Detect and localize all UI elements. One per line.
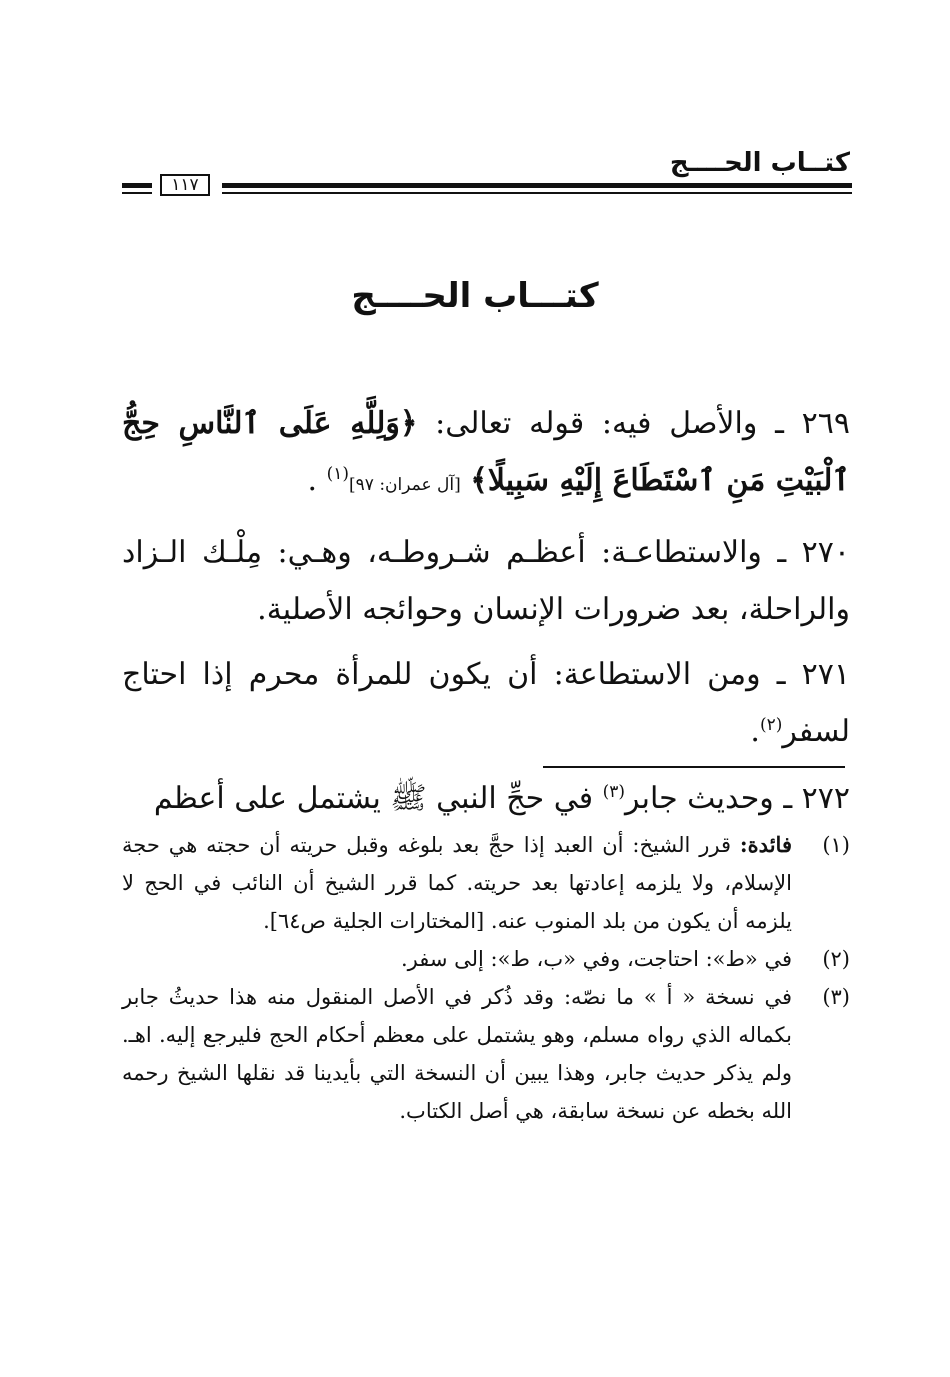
running-title: كتــاب الحــــج xyxy=(669,148,850,178)
footnote-text: في نسخة « أ » ما نصّه: وقد ذُكر في الأصل المنقول منه هذا حديثُ جابر بكماله الذي رواه مسلم، وهو يشتمل على معظم أحكام الحج فليرجع إليه. اهـ. ولم يذكر حديث جابر، وهذا يبين أن النسخة التي بأيدينا قد نقلها الشيخ رحمه الله بخطه عن نسخة سابقة، هي أصل الكتاب. xyxy=(122,985,792,1123)
paragraph-272 xyxy=(122,770,850,827)
paragraph-text: وحديث جابر xyxy=(625,781,774,816)
footnote-2 xyxy=(122,940,850,978)
paragraph-dash: ـ xyxy=(777,535,787,570)
page-number: ١١٧ xyxy=(160,174,210,196)
paragraph-text: والأصل فيه: قوله تعالى: xyxy=(435,406,758,441)
paragraph-number: ٢٧٠ xyxy=(801,535,850,570)
header-rule-short-thick xyxy=(122,183,152,188)
footnote-separator xyxy=(543,766,845,768)
main-text xyxy=(122,395,850,827)
footnote-mark: (٣) xyxy=(602,782,626,802)
verse-reference: [آل عمران: ٩٧] xyxy=(349,475,461,495)
paragraph-end: . xyxy=(307,463,318,498)
footnote-text: قرر الشيخ: أن العبد إذا حجَّ بعد بلوغه وقبل حريته أن حجته هي حجة الإسلام، ولا يلزمه إعادتها بعد حريته. كما قرر الشيخ أن النائب في الحج لا يلزمه أن يكون من بلد المنوب عنه. [المختارات الجلية ص٦٤]. xyxy=(122,833,792,933)
paragraph-dash: ـ xyxy=(776,657,786,692)
footnote-mark: (٢) xyxy=(759,715,783,735)
header-rule-thick xyxy=(222,183,852,188)
footnote-marker: (٣) xyxy=(822,985,850,1009)
header-rule-thin xyxy=(222,192,852,194)
paragraph-270 xyxy=(122,524,850,638)
footnote-marker: (٢) xyxy=(822,947,850,971)
paragraph-text: ومن الاستطاعة: أن يكون للمرأة محرم إذا احتاج لسفر xyxy=(122,657,850,749)
footnote-text: في «ط»: احتاجت، وفي «ب، ط»: إلى سفر. xyxy=(400,947,792,971)
footnote-3 xyxy=(122,978,850,1130)
paragraph-dash: ـ xyxy=(775,406,784,441)
paragraph-number: ٢٦٩ xyxy=(801,406,850,441)
paragraph-271 xyxy=(122,646,850,760)
paragraph-269 xyxy=(122,395,850,514)
footnote-1 xyxy=(122,826,850,940)
chapter-heading: كتـــاب الحــــج xyxy=(351,276,599,316)
quran-verse: ﴿وَلِلَّهِ عَلَى ٱلنَّاسِ حِجُّ ٱلْبَيْتِ مَنِ ٱسْتَطَاعَ إِلَيْهِ سَبِيلًا﴾ xyxy=(122,406,850,498)
footnotes xyxy=(122,826,850,1130)
paragraph-end: . xyxy=(750,714,760,749)
paragraph-text-continued: في حجِّ النبي ﷺ يشتمل على أعظم xyxy=(153,781,594,816)
footnote-label: فائدة: xyxy=(739,832,792,857)
footnote-mark: (١) xyxy=(326,464,350,484)
paragraph-dash: ـ xyxy=(783,781,793,816)
footnote-marker: (١) xyxy=(822,833,850,857)
paragraph-text: والاستطاعـة: أعظـم شـروطـه، وهـي: مِلْـك الـزاد والراحلة، بعد ضرورات الإنسان وحوائجه الأصلية. xyxy=(122,535,850,627)
paragraph-number: ٢٧١ xyxy=(801,657,850,692)
paragraph-number: ٢٧٢ xyxy=(801,781,850,816)
header-rule-short-thin xyxy=(122,192,152,194)
